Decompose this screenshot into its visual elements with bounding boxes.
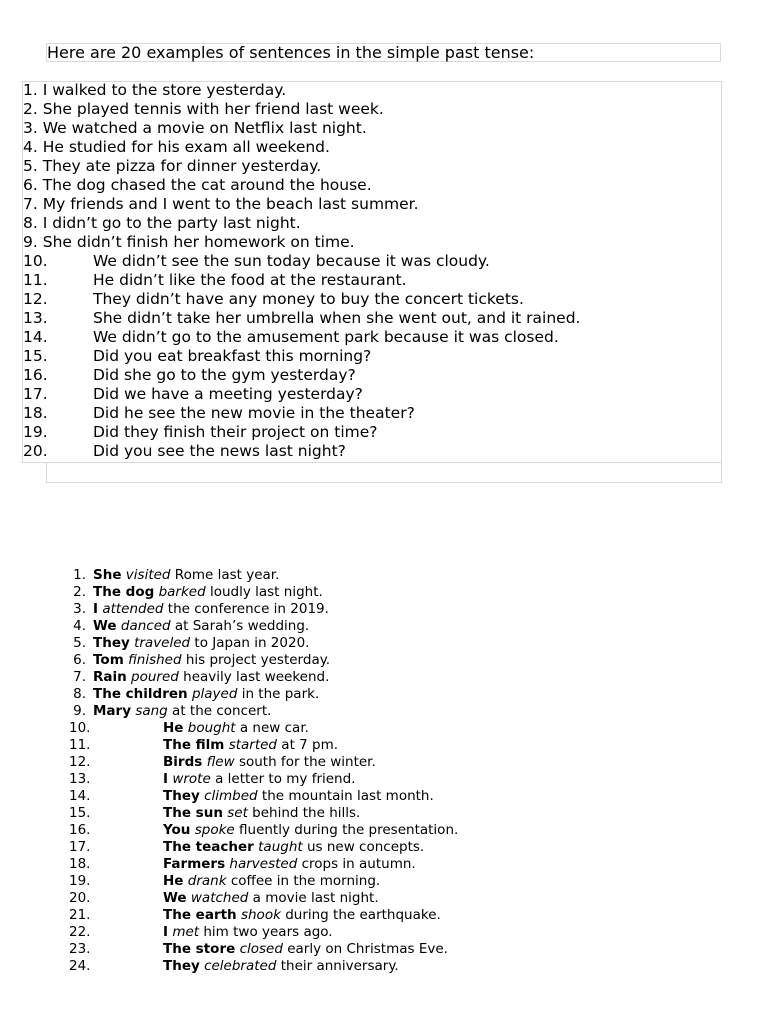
list-number: 7. [73,669,86,685]
sentence-subject: The store [163,941,236,957]
sentence-verb: sang [135,703,168,719]
list-item [23,404,581,423]
sentence-subject: Tom [93,652,124,668]
sentence-text: We watched a movie on Netflix last night. [42,119,367,137]
list-number: 6. [23,176,38,194]
list-number: 11. [69,737,91,753]
sentence-verb: finished [128,652,182,668]
list-number: 15. [23,347,48,365]
list-number: 1. [73,567,86,583]
list-number: 9. [73,703,86,719]
sentence-verb: closed [239,941,283,957]
sentence-text: We didn’t see the sun today because it was cloudy. [93,252,490,270]
sentence-verb: danced [120,618,171,634]
list-item [0,686,458,703]
list-item [0,567,458,584]
sentence-rest: at 7 pm. [277,737,339,753]
list-number: 13. [69,771,91,787]
sentence-subject: The film [163,737,225,753]
sentence-subject: I [163,924,169,940]
sentence-subject: The sun [163,805,223,821]
list-number: 20. [23,442,48,460]
sentence-verb: watched [190,890,249,906]
sentence-subject: I [93,601,99,617]
subject-verb-example-list [0,567,458,975]
sentence-text: She played tennis with her friend last week. [42,100,384,118]
list-number: 2. [73,584,86,600]
sentence-text: Did she go to the gym yesterday? [93,366,356,384]
list-number: 5. [73,635,86,651]
sentence-text: They didn’t have any money to buy the concert tickets. [93,290,524,308]
sentence-verb: celebrated [204,958,277,974]
sentence-text: I walked to the store yesterday. [42,81,287,99]
list-number: 1. [23,81,38,99]
sentence-rest: his project yesterday. [181,652,331,668]
sentence-subject: We [163,890,187,906]
sentence-rest: at the concert. [167,703,272,719]
list-item [23,119,581,138]
sentence-rest: him two years ago. [199,924,333,940]
list-number: 14. [69,788,91,804]
sentence-rest: crops in autumn. [297,856,416,872]
sentence-rest: the conference in 2019. [163,601,329,617]
list-item [23,442,581,461]
sentence-rest: the mountain last month. [257,788,434,804]
sentence-text: They ate pizza for dinner yesterday. [42,157,322,175]
list-number: 4. [23,138,38,156]
list-item [0,720,458,737]
list-number: 19. [69,873,91,889]
list-item [23,176,581,195]
simple-past-sentence-list [23,81,581,461]
sentence-subject: Rain [93,669,127,685]
list-number: 3. [73,601,86,617]
list-item [23,290,581,309]
sentence-verb: flew [206,754,235,770]
sentence-text: The dog chased the cat around the house. [42,176,372,194]
sentence-verb: met [172,924,200,940]
list-item [23,195,581,214]
sentence-text: We didn’t go to the amusement park because it was closed. [93,328,559,346]
sentence-verb: wrote [172,771,211,787]
sentence-verb: visited [125,567,171,583]
list-item [23,157,581,176]
list-item [0,669,458,686]
list-number: 8. [73,686,86,702]
list-item [23,100,581,119]
sentence-subject: The earth [163,907,237,923]
sentence-rest: fluently during the presentation. [234,822,459,838]
sentence-text: Did we have a meeting yesterday? [93,385,363,403]
list-item [23,214,581,233]
list-item [0,873,458,890]
list-item [23,347,581,366]
list-number: 21. [69,907,91,923]
sentence-rest: at Sarah’s wedding. [170,618,310,634]
sentence-text: Did you eat breakfast this morning? [93,347,372,365]
sentence-verb: attended [102,601,164,617]
list-item [0,941,458,958]
sentence-subject: Mary [93,703,132,719]
list-item [0,839,458,856]
list-number: 9. [23,233,38,251]
list-item [23,366,581,385]
sentence-rest: a new car. [235,720,309,736]
list-item [0,788,458,805]
sentence-subject: I [163,771,169,787]
list-item [23,252,581,271]
list-number: 12. [69,754,91,770]
list-item [0,584,458,601]
sentence-subject: He [163,873,184,889]
list-item [0,822,458,839]
list-number: 10. [69,720,91,736]
list-item [0,652,458,669]
sentence-verb: spoke [194,822,235,838]
list-number: 18. [69,856,91,872]
document-heading: Here are 20 examples of sentences in the simple past tense: [47,43,535,62]
list-item [0,856,458,873]
list-item [0,635,458,652]
sentence-rest: heavily last weekend. [178,669,330,685]
sentence-subject: You [163,822,191,838]
list-item [0,924,458,941]
list-number: 15. [69,805,91,821]
list-item [0,703,458,720]
sentence-text: Did they finish their project on time? [93,423,378,441]
list-item [23,385,581,404]
list-number: 4. [73,618,86,634]
list-item [23,271,581,290]
sentence-verb: started [228,737,278,753]
list-item [23,328,581,347]
list-number: 7. [23,195,38,213]
sentence-rest: early on Christmas Eve. [282,941,448,957]
sentence-verb: bought [187,720,236,736]
sentence-text: My friends and I went to the beach last summer. [42,195,419,213]
sentence-subject: They [93,635,130,651]
sentence-rest: Rome last year. [170,567,280,583]
list-item [23,233,581,252]
list-number: 11. [23,271,48,289]
empty-text-frame [46,462,722,483]
sentence-rest: their anniversary. [276,958,399,974]
list-item [0,958,458,975]
list-number: 23. [69,941,91,957]
list-number: 14. [23,328,48,346]
sentence-rest: to Japan in 2020. [190,635,310,651]
sentence-verb: climbed [204,788,258,804]
list-number: 6. [73,652,86,668]
list-number: 17. [23,385,48,403]
sentence-verb: traveled [134,635,191,651]
list-number: 22. [69,924,91,940]
list-number: 5. [23,157,38,175]
sentence-rest: a movie last night. [248,890,379,906]
sentence-subject: The teacher [163,839,254,855]
list-item [0,601,458,618]
sentence-rest: a letter to my friend. [210,771,356,787]
list-item [23,309,581,328]
list-number: 13. [23,309,48,327]
sentence-subject: She [93,567,122,583]
list-number: 10. [23,252,48,270]
sentence-verb: shook [240,907,281,923]
list-item [23,138,581,157]
sentence-verb: taught [258,839,303,855]
list-number: 2. [23,100,38,118]
list-item [0,890,458,907]
sentence-verb: drank [187,873,227,889]
sentence-subject: The dog [93,584,155,600]
list-number: 8. [23,214,38,232]
sentence-rest: in the park. [237,686,320,702]
sentence-text: Did he see the new movie in the theater? [93,404,415,422]
sentence-rest: loudly last night. [205,584,323,600]
sentence-rest: behind the hills. [247,805,361,821]
list-item [23,423,581,442]
sentence-subject: They [163,958,200,974]
sentence-text: She didn’t take her umbrella when she went out, and it rained. [93,309,581,327]
list-number: 18. [23,404,48,422]
list-number: 20. [69,890,91,906]
list-item [0,771,458,788]
sentence-text: She didn’t finish her homework on time. [42,233,355,251]
sentence-rest: south for the winter. [234,754,376,770]
list-item [0,805,458,822]
sentence-subject: Farmers [163,856,226,872]
sentence-subject: The children [93,686,188,702]
sentence-rest: us new concepts. [302,839,425,855]
sentence-subject: Birds [163,754,203,770]
list-number: 17. [69,839,91,855]
list-number: 12. [23,290,48,308]
sentence-text: Did you see the news last night? [93,442,346,460]
sentence-rest: coffee in the morning. [226,873,381,889]
list-item [23,81,581,100]
list-item [0,754,458,771]
sentence-text: I didn’t go to the party last night. [42,214,301,232]
sentence-text: He didn’t like the food at the restaurant. [93,271,407,289]
list-number: 3. [23,119,38,137]
sentence-text: He studied for his exam all weekend. [42,138,330,156]
list-number: 24. [69,958,91,974]
list-item [0,618,458,635]
sentence-verb: set [227,805,248,821]
sentence-rest: during the earthquake. [280,907,441,923]
sentence-subject: We [93,618,117,634]
sentence-verb: played [191,686,238,702]
list-item [0,737,458,754]
list-number: 19. [23,423,48,441]
sentence-verb: poured [131,669,179,685]
list-number: 16. [69,822,91,838]
sentence-verb: barked [158,584,206,600]
sentence-subject: He [163,720,184,736]
list-item [0,907,458,924]
sentence-verb: harvested [229,856,298,872]
list-number: 16. [23,366,48,384]
sentence-subject: They [163,788,200,804]
